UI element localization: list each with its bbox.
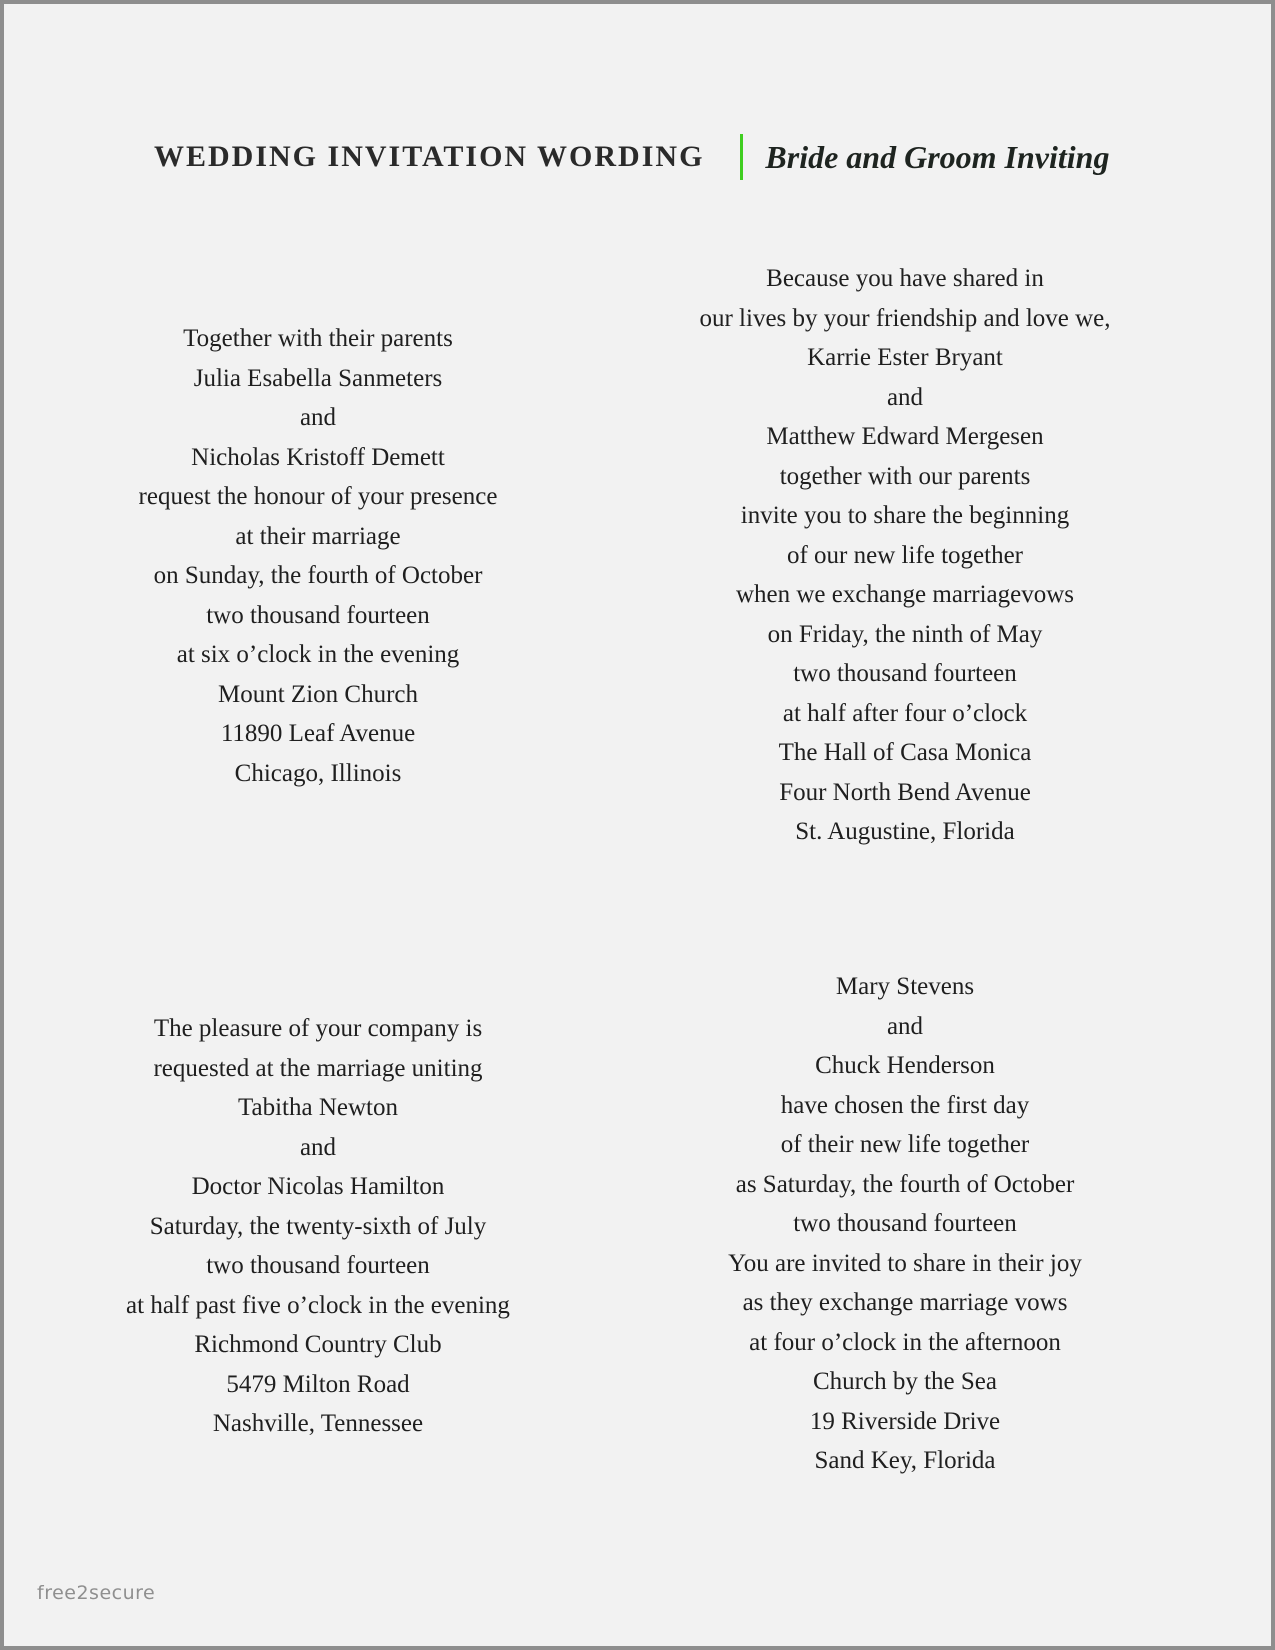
invitation-line: two thousand fourteen (206, 601, 430, 629)
invitation-block-bottom-right (655, 967, 1155, 1481)
invitation-line: Karrie Ester Bryant (807, 344, 1003, 371)
invitation-line: Doctor Nicolas Hamilton (191, 1173, 445, 1200)
invitation-line: of our new life together (786, 541, 1024, 569)
invitation-line: as they exchange marriage vows (742, 1289, 1068, 1316)
invitation-line: and (886, 1012, 924, 1040)
invitation-line: of their new life together (780, 1131, 1030, 1158)
invitation-line: have chosen the first day (780, 1091, 1030, 1119)
watermark: free2secure (37, 1582, 156, 1604)
invitation-line: Chuck Henderson (815, 1052, 995, 1079)
invitation-line: at six o’clock in the evening (176, 641, 460, 668)
invitation-line: and (299, 404, 337, 431)
invitation-line: Nashville, Tennessee (212, 1410, 424, 1437)
invitation-line: at their marriage (235, 522, 401, 550)
invitation-line: Julia Esabella Sanmeters (193, 364, 443, 392)
invitation-line: Because you have shared in (766, 265, 1044, 292)
invitation-block-top-left (34, 319, 602, 793)
invitation-line: at half past five o’clock in the evening (126, 1291, 510, 1319)
invitation-line: 19 Riverside Drive (809, 1407, 1001, 1435)
invitation-line: two thousand fourteen (793, 1210, 1017, 1237)
invitation-line: as Saturday, the fourth of October (735, 1170, 1075, 1198)
page-subtitle: Bride and Groom Inviting (765, 138, 1110, 175)
invitation-line: Tabitha Newton (237, 1094, 398, 1121)
invitation-line: You are invited to share in their joy (728, 1249, 1082, 1277)
invitation-block-bottom-left (34, 1009, 602, 1444)
invitation-line: 11890 Leaf Avenue (220, 720, 416, 747)
invitation-line: our lives by your friendship and love we, (699, 304, 1111, 332)
invitation-line: when we exchange marriagevows (735, 581, 1075, 608)
invitation-line: Chicago, Illinois (234, 759, 402, 787)
page-title: WEDDING INVITATION WORDING (154, 140, 705, 173)
invitation-line: and (886, 383, 924, 411)
invitation-line: invite you to share the beginning (740, 502, 1070, 529)
page-header (154, 134, 1109, 180)
invitation-line: St. Augustine, Florida (795, 818, 1015, 845)
invitation-line: Four North Bend Avenue (779, 778, 1031, 806)
invitation-line: Sand Key, Florida (814, 1447, 996, 1474)
invitation-line: Matthew Edward Mergesen (766, 423, 1044, 450)
invitation-line: Mary Stevens (835, 973, 975, 1000)
invitation-line: The pleasure of your company is (153, 1015, 483, 1042)
invitation-line: request the honour of your presence (138, 483, 498, 510)
invitation-line: Together with their parents (183, 325, 453, 352)
invitation-line: two thousand fourteen (793, 660, 1017, 687)
header-divider (740, 134, 743, 180)
invitation-line: Saturday, the twenty-sixth of July (149, 1212, 487, 1240)
invitation-line: Richmond Country Club (194, 1331, 442, 1358)
invitation-line: on Friday, the ninth of May (767, 620, 1043, 648)
invitation-line: on Sunday, the fourth of October (153, 562, 483, 589)
invitation-line: Nicholas Kristoff Demett (191, 443, 445, 471)
invitation-line: Church by the Sea (813, 1368, 997, 1395)
invitation-line: 5479 Milton Road (226, 1370, 410, 1398)
invitation-line: together with our parents (779, 462, 1031, 490)
invitation-line: Mount Zion Church (218, 680, 418, 708)
invitation-line: requested at the marriage uniting (153, 1054, 483, 1082)
invitation-block-top-right (655, 259, 1155, 852)
invitation-line: The Hall of Casa Monica (778, 739, 1032, 766)
invitation-line: two thousand fourteen (206, 1252, 430, 1279)
invitation-line: at four o’clock in the afternoon (749, 1328, 1061, 1356)
invitation-line: at half after four o’clock (782, 699, 1028, 727)
invitation-line: and (299, 1133, 337, 1161)
